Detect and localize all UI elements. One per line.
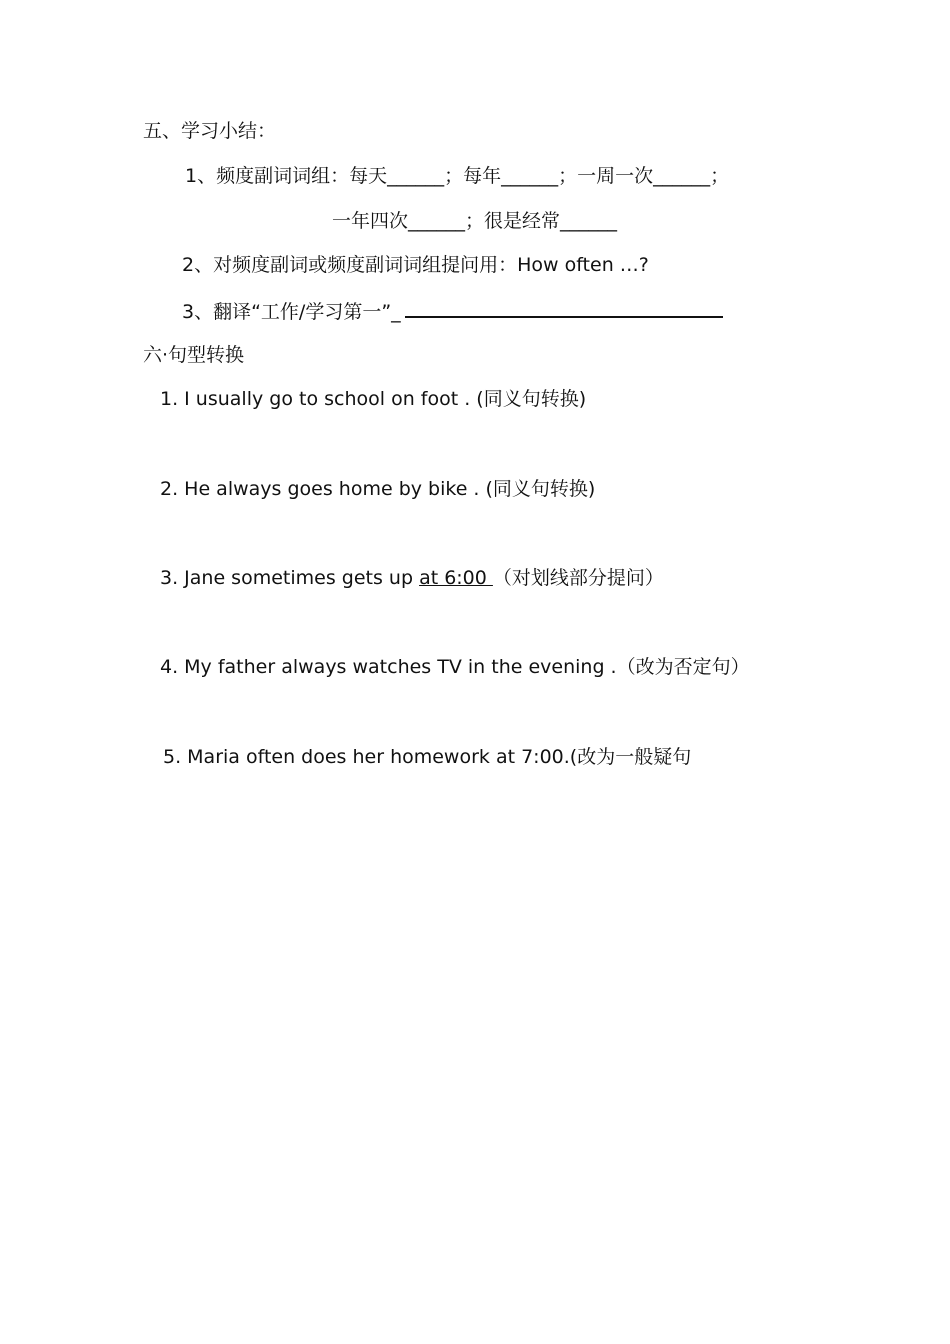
section-5-title: 五、学习小结： bbox=[143, 120, 277, 142]
section-6-title: 六·句型转换 bbox=[143, 344, 245, 366]
exercise-2: 2. He always goes home by bike . (同义句转换) bbox=[160, 478, 596, 500]
exercise-1: 1. I usually go to school on foot . (同义句转换) bbox=[160, 388, 587, 410]
summary-item-1-continued: 一年四次______；很是经常______ bbox=[332, 210, 618, 232]
exercise-5: 5. Maria often does her homework at 7:00.(改为一般疑句 bbox=[163, 746, 692, 768]
exercise-4: 4. My father always watches TV in the evening .（改为否定句） bbox=[160, 656, 750, 678]
summary-item-3-label: 3、翻译“工作/学习第一”_ bbox=[182, 301, 401, 323]
summary-item-2: 2、对频度副词或频度副词词组提问用：How often …? bbox=[182, 254, 649, 276]
exercise-3-prefix: 3. Jane sometimes gets up bbox=[160, 567, 420, 589]
exercise-3 bbox=[160, 566, 664, 590]
answer-blank-line bbox=[405, 298, 723, 318]
summary-item-1: 1、频度副词词组：每天______；每年______；一周一次______； bbox=[185, 165, 730, 187]
exercise-3-underlined-part: at 6:00 bbox=[419, 567, 493, 589]
summary-item-3 bbox=[182, 298, 723, 324]
exercise-3-suffix: （对划线部分提问） bbox=[492, 567, 664, 589]
